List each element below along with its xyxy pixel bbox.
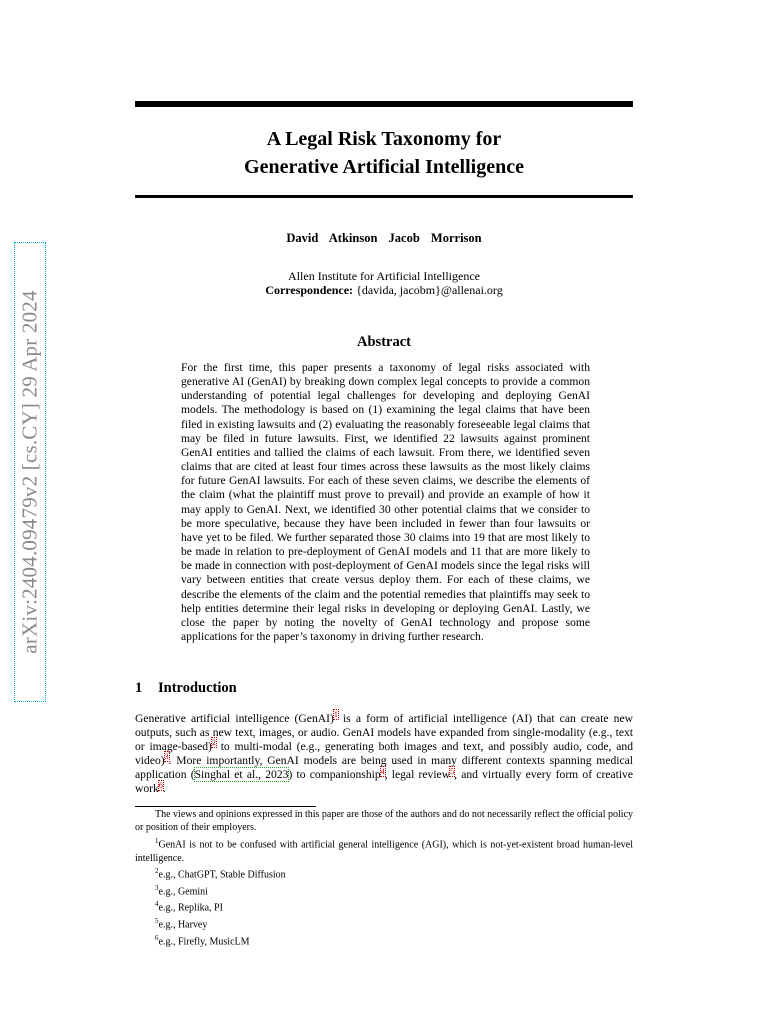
affiliation-block bbox=[135, 269, 633, 297]
footnote-item bbox=[135, 915, 633, 932]
author-name: Jacob Morrison bbox=[388, 231, 482, 245]
footnote-number: 6 bbox=[155, 933, 159, 942]
footnote-number: 3 bbox=[155, 883, 159, 892]
paper-title bbox=[135, 125, 633, 181]
footnote-item bbox=[135, 882, 633, 899]
footnote-ref-2[interactable]: 2 bbox=[211, 738, 216, 748]
paper-title-line-2: Generative Artificial Intelligence bbox=[244, 156, 524, 178]
section-number: 1 bbox=[135, 680, 143, 696]
footnote-item bbox=[135, 865, 633, 882]
footnotes bbox=[135, 808, 633, 949]
footnote-ref-5[interactable]: 5 bbox=[450, 766, 455, 776]
introduction-paragraph bbox=[135, 712, 633, 797]
intro-text: . More importantly, GenAI models are being used in many different contexts spanning medical application ( bbox=[135, 754, 633, 782]
footnote-ref-6[interactable]: 6 bbox=[158, 780, 163, 790]
footnote-text: e.g., Replika, PI bbox=[158, 902, 223, 914]
footnote-number: 2 bbox=[155, 866, 159, 875]
footnote-ref-1[interactable]: 1 bbox=[333, 710, 338, 720]
footnote-text: GenAI is not to be confused with artificial general intelligence (AGI), which is not-yet-existent broad human-level intelligence. bbox=[135, 839, 633, 864]
footnote-rule bbox=[135, 806, 316, 807]
arxiv-identifier-link[interactable] bbox=[14, 242, 46, 702]
arxiv-identifier: arXiv:2404.09479v2 [cs.CY] 29 Apr 2024 bbox=[17, 290, 42, 654]
footnote-text: e.g., ChatGPT, Stable Diffusion bbox=[158, 869, 286, 881]
footnote-item bbox=[135, 898, 633, 915]
intro-text: is a form of artificial intelligence (AI) that can create new outputs, such as new text, images, or audio. GenAI models have expanded from single-modality (e.g., text or image-based) bbox=[135, 712, 633, 754]
section-title: Introduction bbox=[158, 680, 237, 696]
footnote-text: e.g., Harvey bbox=[158, 919, 208, 931]
footnote-item bbox=[135, 932, 633, 949]
footnote-number: 4 bbox=[155, 900, 159, 909]
abstract-text: For the first time, this paper presents a taxonomy of legal risks associated with generative AI (GenAI) by breaking down complex legal concepts to provide a common understanding of potential legal challenges for developing and deploying GenAI models. The methodology is based on (1) examining the legal claims that have been filed in existing lawsuits and (2) evaluating the reasonably foreseeable legal claims that may be filed in future lawsuits. First, we identified 22 lawsuits against prominent GenAI entities and tallied the claims of each lawsuit. From there, we identified seven claims that are cited at least four times across these lawsuits as the most likely claims for future GenAI lawsuits. For each of these seven claims, we describe the elements of the claim (what the plaintiff must prove to prevail) and provide an example of how it may apply to GenAI. Next, we identified 30 other potential claims that we consider to be more speculative, because they have been included in fewer than four lawsuits or have yet to be filed. We further separated those 30 claims into 19 that are most likely to be made in relation to pre-deployment of GenAI models and 11 that are more likely to be made in connection with post-deployment of GenAI models since the legal risks will vary between entities that create versus deploy them. For each of these claims, we describe the elements of the claim and the potential remedies that plaintiffs may seek to help entities determine their legal risks in developing or deploying GenAI. Lastly, we close the paper by noting the novelty of GenAI technology and propose some applications for the paper’s taxonomy in driving further research. bbox=[181, 361, 590, 643]
footnote-ref-4[interactable]: 4 bbox=[380, 766, 385, 776]
footnote-text: e.g., Gemini bbox=[158, 886, 208, 898]
intro-text: Generative artificial intelligence (GenAI) bbox=[135, 712, 334, 725]
title-top-rule bbox=[135, 101, 633, 107]
intro-text: ) to companionship bbox=[288, 768, 381, 782]
author-name: David Atkinson bbox=[286, 231, 378, 245]
intro-text: . bbox=[162, 782, 166, 796]
section-heading bbox=[135, 680, 237, 697]
footnote-number: 1 bbox=[155, 836, 159, 845]
intro-text: , and virtually every form of creative work bbox=[135, 768, 633, 796]
correspondence-label: Correspondence: bbox=[265, 283, 354, 297]
footnote-item bbox=[135, 835, 633, 865]
correspondence bbox=[135, 283, 633, 297]
correspondence-email: {davida, jacobm}@allenai.org bbox=[356, 283, 503, 297]
citation-link[interactable]: Singhal et al., 2023 bbox=[194, 768, 289, 782]
footnote-text: e.g., Firefly, MusicLM bbox=[158, 936, 250, 948]
title-bottom-rule bbox=[135, 195, 633, 198]
intro-text: to multi-modal (e.g., generating both images and text, and possibly audio, code, and video) bbox=[135, 740, 633, 768]
affiliation: Allen Institute for Artificial Intelligence bbox=[288, 269, 480, 283]
intro-text: , legal review bbox=[384, 768, 451, 782]
paper-title-line-1: A Legal Risk Taxonomy for bbox=[266, 128, 502, 150]
footnote-number: 5 bbox=[155, 917, 159, 926]
footnote-disclaimer: The views and opinions expressed in this paper are those of the authors and do not necessarily reflect the official policy or position of their employers. bbox=[135, 809, 634, 834]
footnote-ref-3[interactable]: 3 bbox=[164, 752, 169, 762]
abstract-heading: Abstract bbox=[357, 334, 411, 350]
author-list bbox=[135, 231, 633, 246]
